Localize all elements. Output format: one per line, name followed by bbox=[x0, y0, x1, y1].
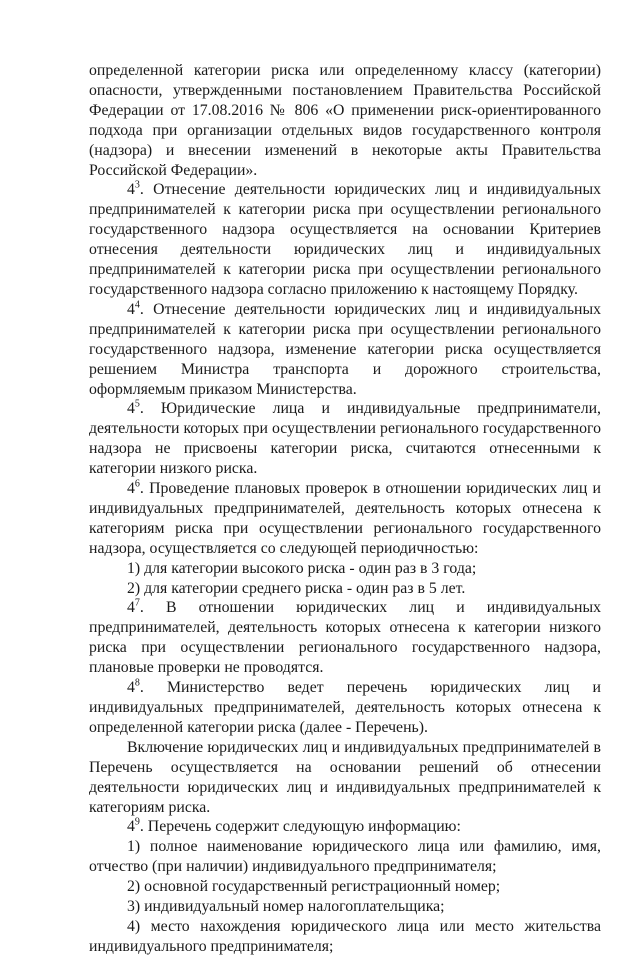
list-item-name: 1) полное наименование юридического лица или фамилию, имя, отчество (при наличии) индивидуального предпринимателя; bbox=[89, 838, 601, 876]
list-item-medium-risk: 2) для категории среднего риска - один раз в 5 лет. bbox=[127, 579, 466, 597]
paragraph-4-5: $4^5$. Юридические лица и индивидуальные предприниматели, деятельности которых при осуществлении регионального государственного надзора не присвоены категории риска, считаются отнесенными к категории низкого риска. bbox=[89, 399, 601, 478]
paragraph-4-8: $4^8$. Министерство ведет перечень юридических лиц и индивидуальных предпринимателей, деятельность которых отнесена к определенной категории риска (далее - Перечень). bbox=[89, 677, 601, 736]
paragraph-4-7: $4^7$. В отношении юридических лиц и индивидуальных предпринимателей, деятельность которых отнесена к категории низкого риска при осуществлении регионального государственного надзора, плановые проверки не проводятся. bbox=[89, 598, 601, 677]
paragraph-continuation: определенной категории риска или определенному классу (категории) опасности, утвержденными постановлением Правительства Российской Федерации от 17.08.2016 № 806 «О применении риск-ориентированного подхода при организации отдельных видов государственного контроля (надзора) и внесении изменений в некоторые акты Правительства Российской Федерации». bbox=[89, 62, 601, 179]
paragraph-inclusion: Включение юридических лиц и индивидуальных предпринимателей в Перечень осуществляется на основании решений об отнесении деятельности юридических лиц и индивидуальных предпринимателей к категориям риска. bbox=[89, 738, 601, 816]
document-page bbox=[89, 61, 601, 957]
list-item-location: 4) место нахождения юридического лица или место жительства индивидуального предпринимателя; bbox=[89, 917, 601, 955]
paragraph-4-9: $4^9$. Перечень содержит следующую информацию: bbox=[127, 817, 461, 836]
paragraph-4-6: $4^6$. Проведение плановых проверок в отношении юридических лиц и индивидуальных предпринимателей, деятельность которых отнесена к категориям риска при осуществлении регионального государственного надзора, осуществляется со следующей периодичностью: bbox=[89, 478, 601, 557]
paragraph-4-3: $4^3$. Отнесение деятельности юридических лиц и индивидуальных предпринимателей к категории риска при осуществлении регионального государственного надзора осуществляется на основании Критериев отнесения деятельности юридических лиц и индивидуальных предпринимателей к категории риска при осуществлении регионального государственного надзора согласно приложению к настоящему Порядку. bbox=[89, 180, 601, 298]
list-item-inn: 3) индивидуальный номер налогоплательщика; bbox=[127, 898, 445, 916]
list-item-high-risk: 1) для категории высокого риска - один раз в 3 года; bbox=[127, 559, 477, 577]
list-item-ogrn: 2) основной государственный регистрационный номер; bbox=[127, 878, 501, 896]
paragraph-4-4: $4^4$. Отнесение деятельности юридических лиц и индивидуальных предпринимателей к категории риска при осуществлении регионального государственного надзора, изменение категории риска осуществляется решением Министра транспорта и дорожного строительства, оформляемым приказом Министерства. bbox=[89, 299, 601, 398]
